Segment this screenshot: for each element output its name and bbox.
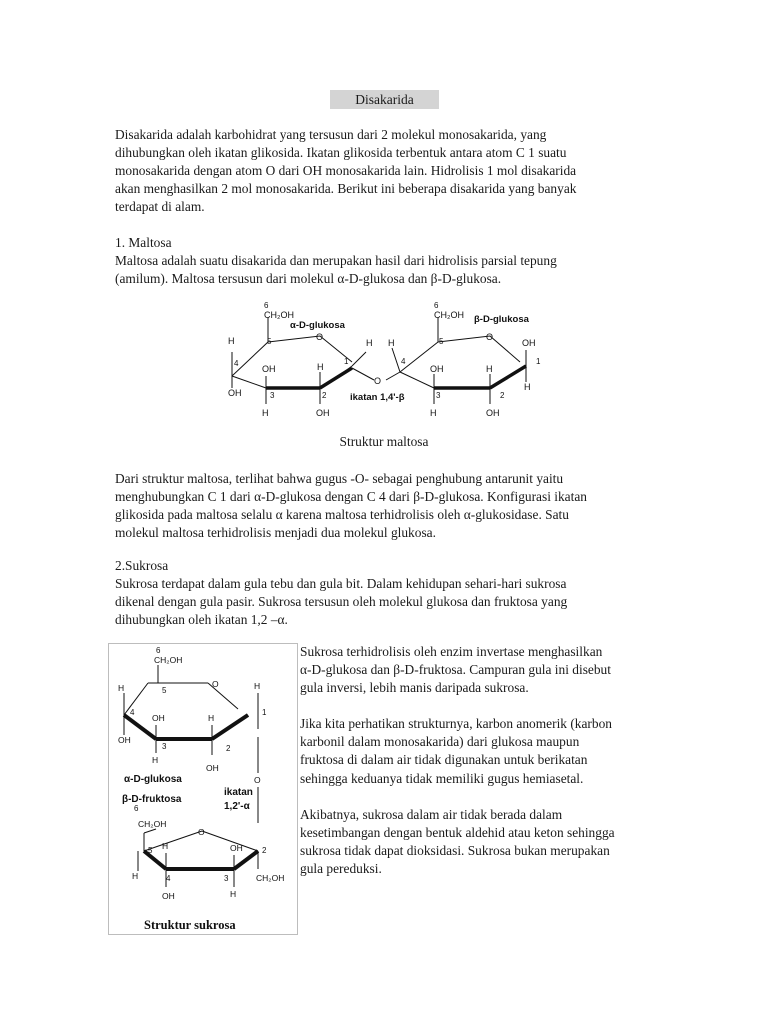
oh-label: OH — [206, 763, 219, 773]
maltosa-caption: Struktur maltosa — [339, 434, 429, 449]
section-heading: 2.Sukrosa — [115, 558, 169, 573]
h-label: H — [317, 362, 324, 372]
carbon-number: 5 — [162, 686, 167, 695]
text-line: kesetimbangan dengan bentuk aldehid atau keton sehingga — [300, 824, 615, 840]
oh-label: OH — [162, 891, 175, 901]
carbon-number: 3 — [436, 391, 441, 400]
carbon-number: 4 — [166, 874, 171, 883]
carbon-number: 3 — [162, 742, 167, 751]
text-line: fruktosa di dalam air tidak digunakan untuk berikatan — [300, 752, 588, 768]
h-label: H — [132, 871, 139, 881]
carbon-number: 2 — [226, 744, 231, 753]
carbon-number: 6 — [156, 646, 161, 655]
ch2oh-label: CH₂OH — [138, 819, 167, 829]
carbon-number: 2 — [262, 846, 267, 855]
carbon-number: 1 — [344, 357, 349, 366]
h-label: H — [162, 841, 169, 851]
text-line: dikenal dengan gula pasir. Sukrosa tersusun oleh molekul glukosa dan fruktosa yang — [115, 594, 568, 610]
text-line: Akibatnya, sukrosa dalam air tidak berada dalam — [300, 806, 563, 822]
text-line: Dari struktur maltosa, terlihat bahwa gugus -O- sebagai penghubung antarunit yaitu — [115, 471, 564, 486]
fructose-label: β-D-fruktosa — [122, 794, 182, 805]
text-line: terdapat di alam. — [115, 199, 205, 215]
sukrosa-side-text — [300, 643, 660, 878]
h-label: H — [524, 382, 531, 392]
carbon-number: 4 — [130, 708, 135, 717]
text-line: gula pereduksi. — [300, 860, 382, 876]
maltosa-section — [115, 234, 655, 288]
ch2oh-label: CH₂OH — [434, 310, 464, 320]
carbon-number: 6 — [434, 301, 439, 310]
oh-label: OH — [316, 408, 330, 418]
ring-oxygen: O — [486, 332, 494, 342]
text-line: karbonil dalam monosakarida) dari glukosa maupun — [300, 734, 580, 750]
maltosa-explanation — [115, 470, 655, 542]
h-label: H — [230, 889, 237, 899]
carbon-number: 1 — [536, 357, 541, 366]
oh-label: OH — [262, 364, 276, 374]
bond-label: ikatan 1,4'-β — [350, 392, 405, 403]
ring-oxygen: O — [198, 827, 205, 837]
carbon-number: 5 — [148, 846, 153, 855]
h-label: H — [152, 755, 159, 765]
oh-label: OH — [152, 713, 165, 723]
text-line: Maltosa adalah suatu disakarida dan merupakan hasil dari hidrolisis parsial tepung — [115, 253, 557, 269]
carbon-number: 4 — [401, 357, 406, 366]
sukrosa-section — [115, 557, 655, 629]
h-label: H — [208, 713, 215, 723]
bond-label: ikatan — [224, 787, 253, 798]
oh-label: OH — [522, 338, 536, 348]
bond-label: 1,2'-α — [224, 801, 250, 812]
ring-oxygen: O — [212, 679, 219, 689]
carbon-number: 4 — [234, 359, 239, 368]
glucose-label: α-D-glukosa — [124, 774, 182, 785]
ring1-label: α-D-glukosa — [290, 320, 345, 331]
section-heading: 1. Maltosa — [115, 235, 172, 250]
h-label: H — [254, 681, 261, 691]
carbon-number: 2 — [322, 391, 327, 400]
text-line: menghubungkan C 1 dari α-D-glukosa dengan C 4 dari β-D-glukosa. Konfigurasi ikatan — [115, 489, 587, 505]
text-line: akan menghasilkan 2 mol monosakarida. Berikut ini beberapa disakarida yang banyak — [115, 181, 577, 197]
carbon-number: 1 — [262, 708, 267, 717]
h-label: H — [430, 408, 437, 418]
text-line: Disakarida adalah karbohidrat yang tersusun dari 2 molekul monosakarida, yang — [115, 127, 547, 142]
h-label: H — [388, 338, 395, 348]
text-line: molekul maltosa terhidrolisis menjadi dua molekul glukosa. — [115, 525, 436, 541]
oh-label: OH — [486, 408, 500, 418]
text-line: sehingga keduanya tidak memiliki gugus hemiasetal. — [300, 770, 584, 786]
oh-label: OH — [430, 364, 444, 374]
text-line: gula inversi, lebih manis daripada sukrosa. — [300, 680, 529, 696]
h-label: H — [486, 364, 493, 374]
h-label: H — [262, 408, 269, 418]
carbon-number: 6 — [134, 804, 139, 813]
text-line: dihubungkan oleh ikatan 1,2 –α. — [115, 612, 288, 628]
text-line: Jika kita perhatikan strukturnya, karbon anomerik (karbon — [300, 716, 612, 732]
oh-label: OH — [230, 843, 243, 853]
maltosa-structure-diagram — [220, 296, 550, 420]
h-label: H — [228, 336, 235, 346]
oh-label: OH — [118, 735, 131, 745]
carbon-number: 2 — [500, 391, 505, 400]
ch2oh-label: CH₂OH — [256, 873, 285, 883]
text-line: Sukrosa terdapat dalam gula tebu dan gula bit. Dalam kehidupan sehari-hari sukrosa — [115, 576, 567, 592]
figure-caption: Struktur sukrosa — [144, 918, 236, 932]
text-line: α-D-glukosa dan β-D-fruktosa. Campuran gula ini disebut — [300, 662, 611, 678]
carbon-number: 3 — [270, 391, 275, 400]
ch2oh-label: CH₂OH — [264, 310, 294, 320]
intro-paragraph — [115, 126, 655, 216]
text-line: dihubungkan oleh ikatan glikosida. Ikatan glikosida terbentuk antara atom C 1 suatu — [115, 145, 567, 161]
text-line: monosakarida dengan atom O dari OH monosakarida lain. Hidrolisis 1 mol disakarida — [115, 163, 577, 179]
bridge-oxygen: O — [254, 775, 261, 785]
text-line: (amilum). Maltosa tersusun dari molekul α-D-glukosa dan β-D-glukosa. — [115, 271, 502, 287]
carbon-number: 3 — [224, 874, 229, 883]
oh-label: OH — [228, 388, 242, 398]
carbon-number: 5 — [439, 337, 444, 346]
page-title: Disakarida — [330, 90, 439, 109]
sukrosa-structure-diagram — [108, 643, 298, 935]
h-label: H — [118, 683, 125, 693]
ch2oh-label: CH₂OH — [154, 655, 183, 665]
carbon-number: 6 — [264, 301, 269, 310]
text-line: glikosida pada maltosa selalu α karena maltosa terhidrolisis oleh α-glukosidase. Satu — [115, 507, 569, 523]
ring-oxygen: O — [316, 332, 324, 342]
carbon-number: 5 — [267, 337, 272, 346]
text-line: sukrosa tidak dapat dioksidasi. Sukrosa bukan merupakan — [300, 842, 610, 858]
h-label: H — [366, 338, 373, 348]
bridge-oxygen: O — [374, 376, 382, 386]
text-line: Sukrosa terhidrolisis oleh enzim invertase menghasilkan — [300, 644, 603, 659]
ring2-label: β-D-glukosa — [474, 314, 529, 325]
